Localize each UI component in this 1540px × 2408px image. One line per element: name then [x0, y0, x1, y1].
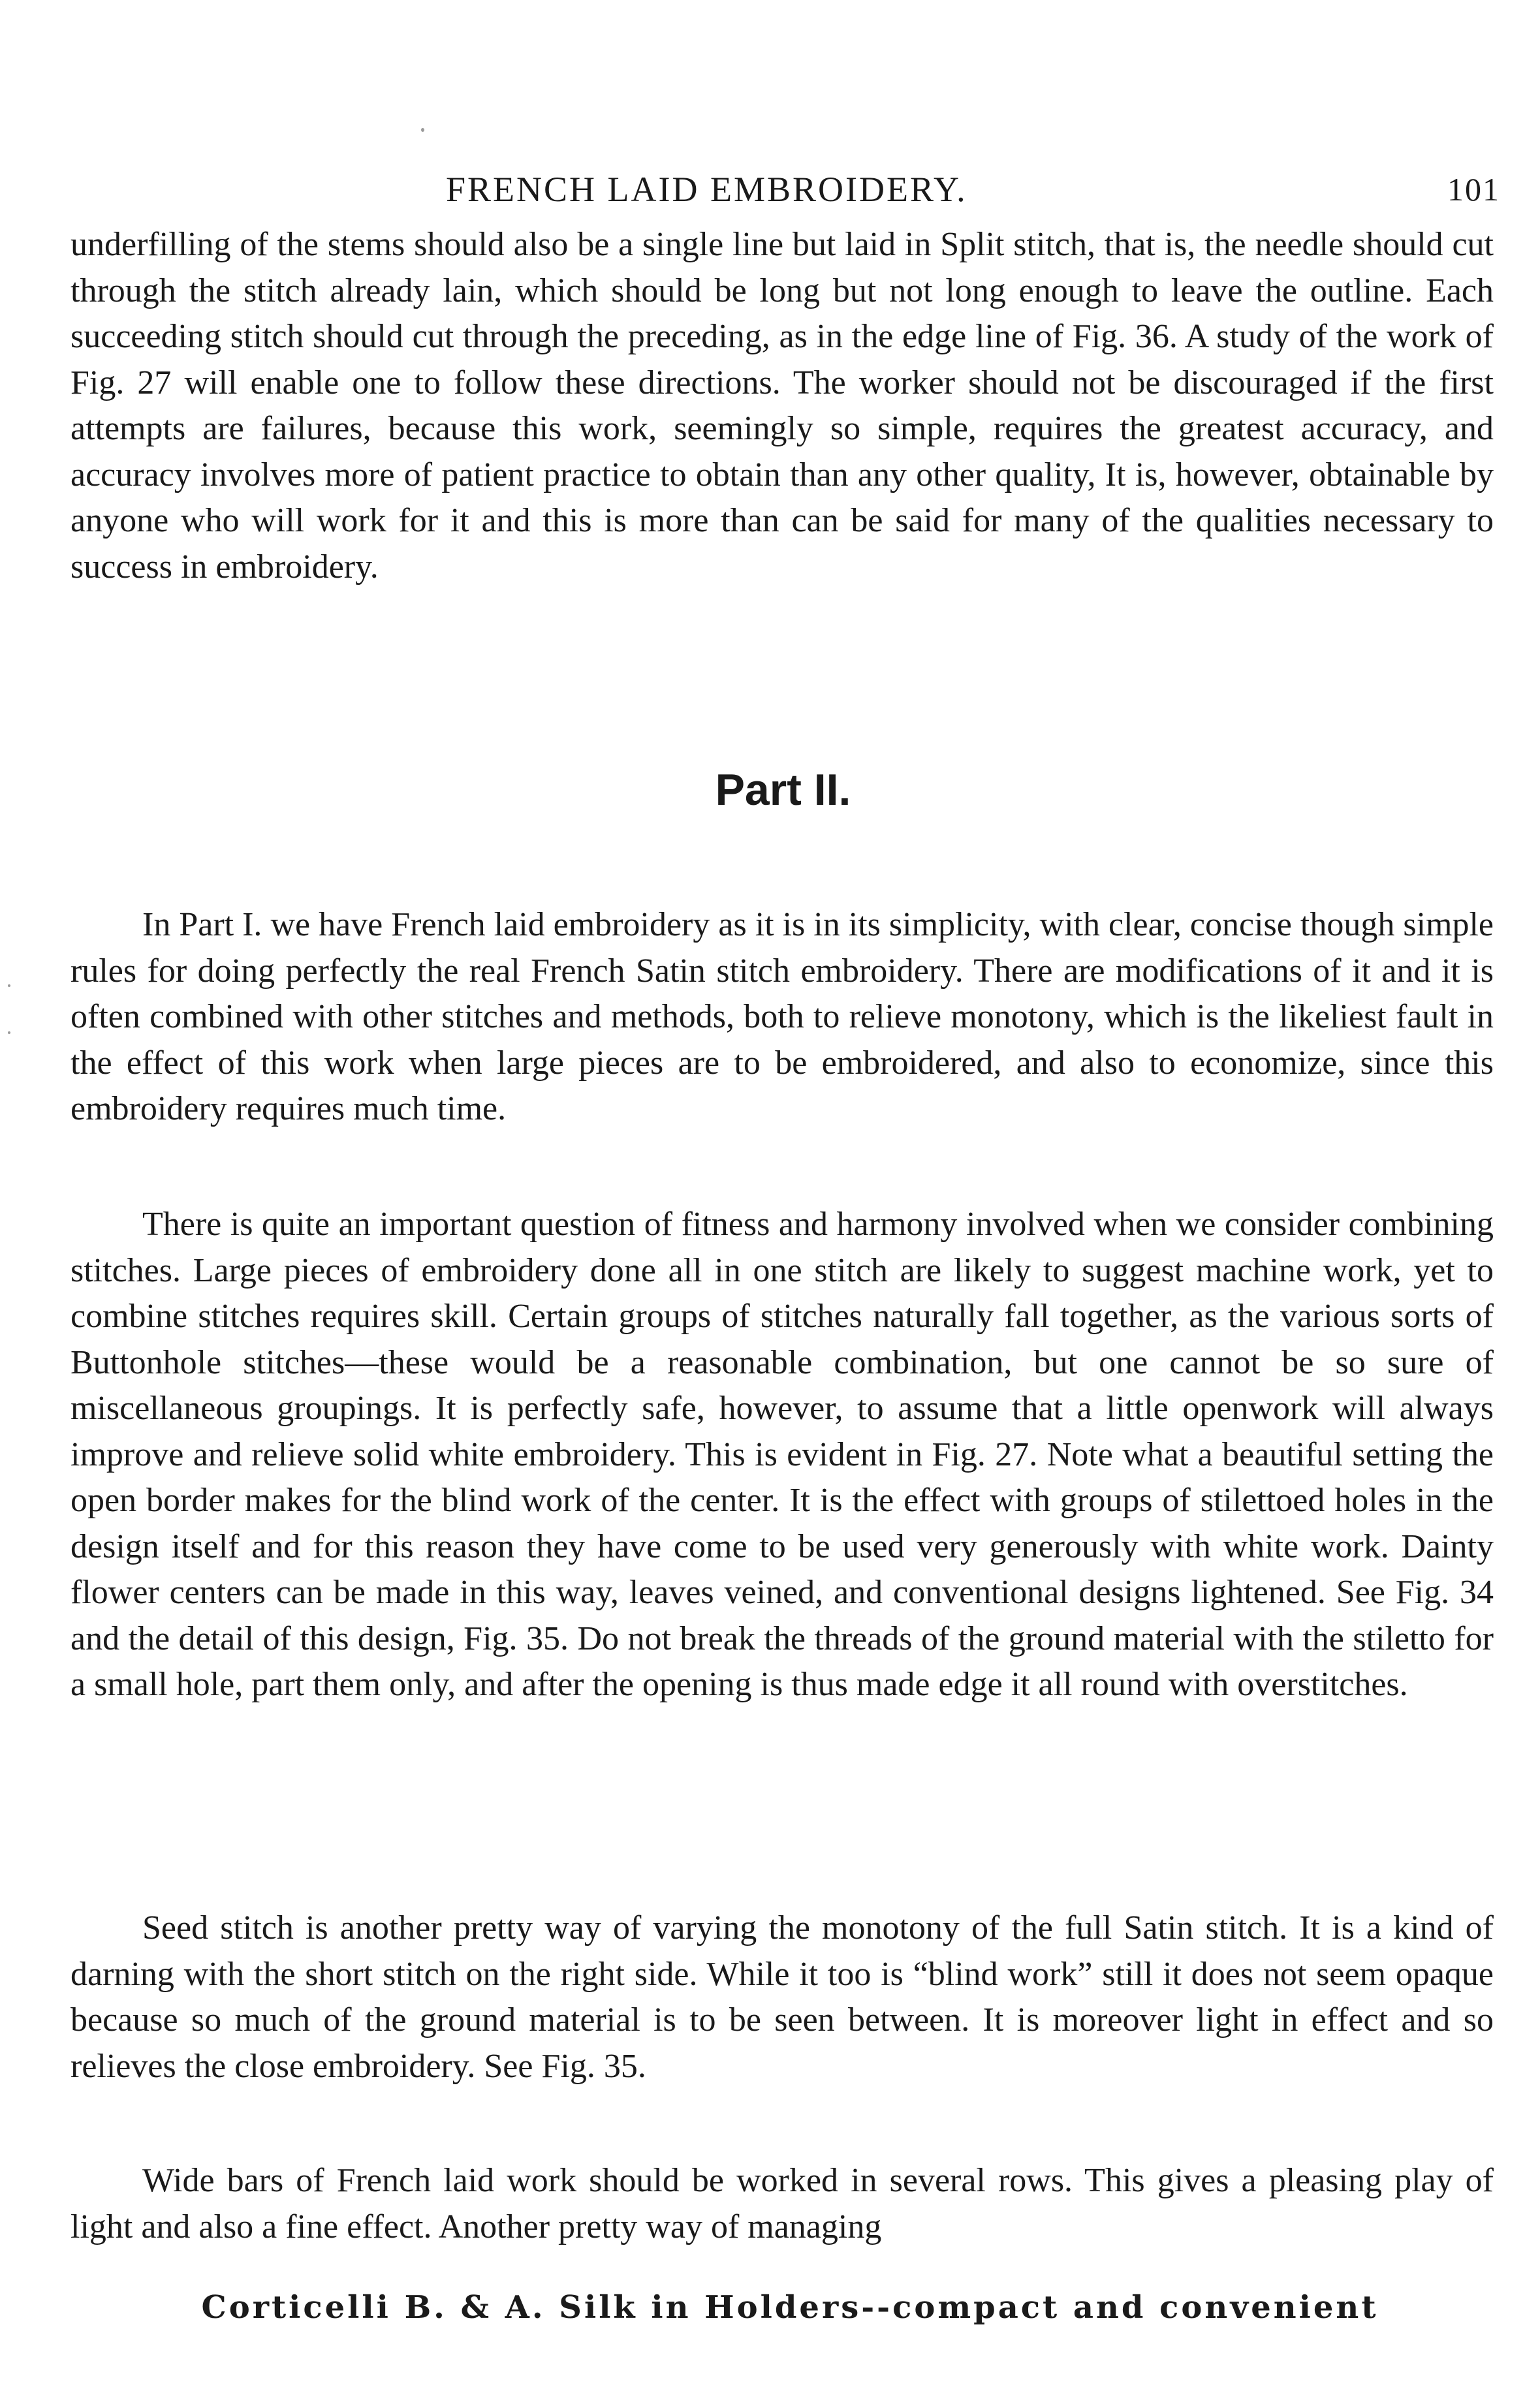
- page-number: 101: [1447, 171, 1500, 208]
- print-speck: [8, 984, 10, 987]
- running-title: FRENCH LAID EMBROIDERY.: [446, 170, 967, 209]
- continuation-paragraph: underfilling of the stems should also be a single line but laid in Split stitch, that is, the needle should cut through the stitch already lain, which should be long but not long enough to leave the outline. Each succeeding stitch should cut through the preceding, as in the edge line of Fig. 36. A study of the work of Fig. 27 will enable one to follow these directions. The worker should not be discouraged if the first attempts are failures, because this work, seemingly so simple, requires the greatest accuracy, and accuracy involves more of patient practice to obtain than any other quality, It is, however, obtainable by anyone who will work for it and this is more than can be said for many of the qualities necessary to success in embroidery.: [71, 226, 1494, 586]
- part-heading: Part II.: [715, 765, 851, 815]
- paragraph-seed-stitch: Seed stitch is another pretty way of varying the monotony of the full Satin stitch. It is a kind of darning with the short stitch on the right side. While it too is “blind work” still it does not seem opaque because so much of the ground material is to be seen between. It is moreover light in effect and so relieves the close embroidery. See Fig. 35.: [71, 1909, 1494, 2085]
- paragraph-part-two-intro: In Part I. we have French laid embroidery as it is in its simplicity, with clear, concise though simple rules for doing perfectly the real French Satin stitch embroidery. There are modifications of it and it is often combined with other stitches and methods, both to relieve monotony, which is the likeliest fault in the effect of this work when large pieces are to be embroidered, and also to economize, since this embroidery requires much time.: [71, 906, 1494, 1127]
- running-header: [71, 166, 1500, 212]
- print-speck: [8, 1031, 10, 1034]
- paragraph-combining-stitches: There is quite an important question of fitness and harmony involved when we consider combining stitches. Large pieces of embroidery done all in one stitch are likely to suggest machine work, yet to combine stitches requires skill. Certain groups of stitches naturally fall together, as the various sorts of Buttonhole stitches—these would be a reasonable combination, but one cannot be so sure of miscellaneous groupings. It is perfectly safe, however, to assume that a little openwork will always improve and relieve solid white embroidery. This is evident in Fig. 27. Note what a beautiful setting the open border makes for the blind work of the center. It is the effect with groups of stilettoed holes in the design itself and for this reason they have come to be used very generously with white work. Dainty flower centers can be made in this way, leaves veined, and conventional designs lightened. See Fig. 34 and the detail of this design, Fig. 35. Do not break the threads of the ground material with the stiletto for a small hole, part them only, and after the opening is thus made edge it all round with overstitches.: [71, 1206, 1494, 1703]
- paragraph-wide-bars: Wide bars of French laid work should be worked in several rows. This gives a pleasing play of light and also a fine effect. Another pretty way of managing: [71, 2162, 1494, 2245]
- print-speck: [421, 128, 424, 132]
- footer-advertisement: Corticelli B. & A. Silk in Holders--compact and convenient: [201, 2289, 1379, 2326]
